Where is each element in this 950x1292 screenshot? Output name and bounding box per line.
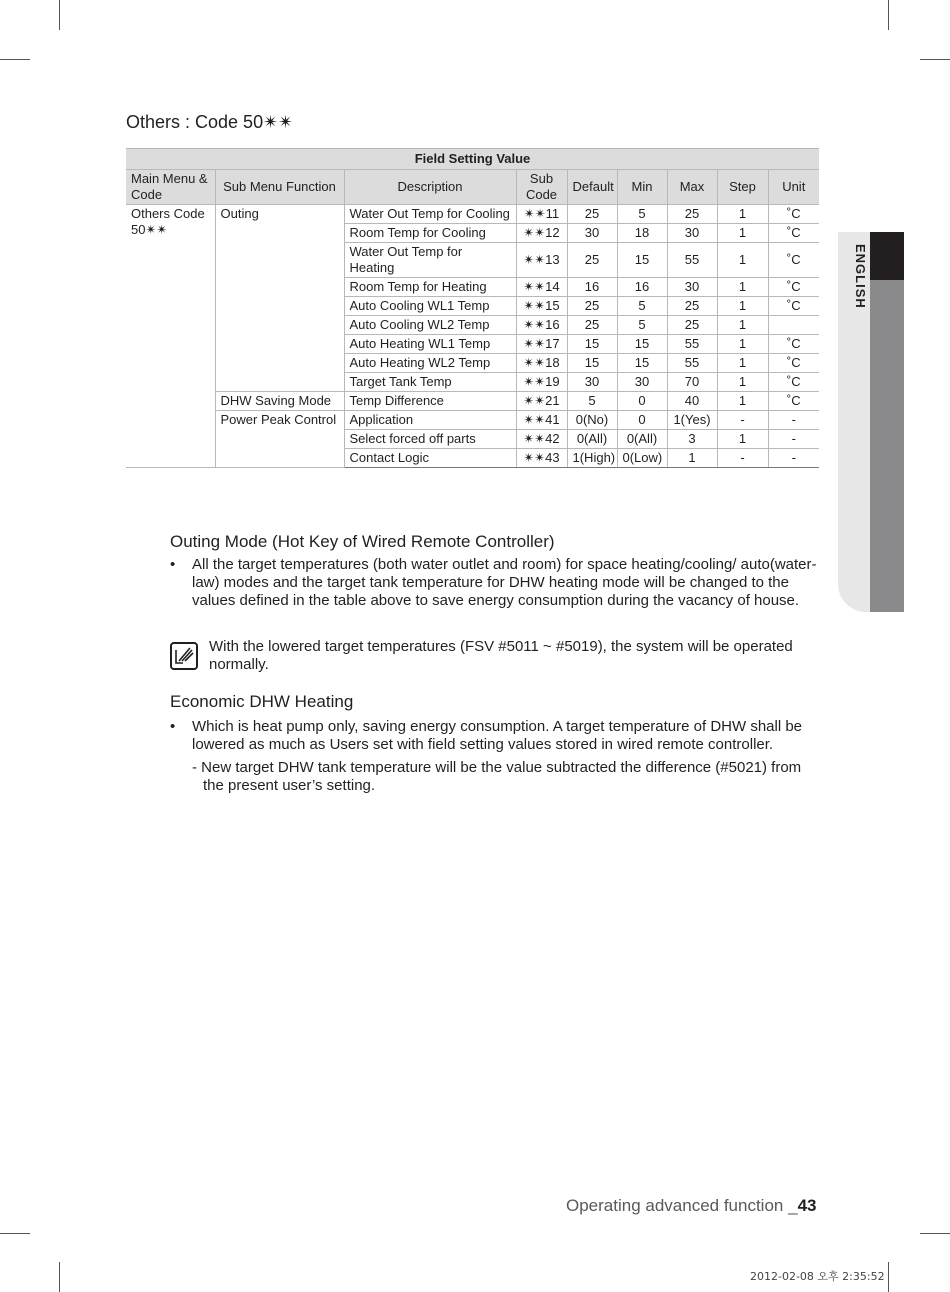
bullet-dot: •: [170, 718, 176, 735]
value-cell: 25: [567, 243, 617, 278]
print-timestamp: 2012-02-08 오후 2:35:52: [750, 1270, 885, 1283]
tab-marker-grey: [870, 280, 904, 612]
value-cell: 1: [717, 297, 768, 316]
crop-mark: [888, 0, 889, 30]
language-side-tab: [838, 232, 904, 612]
crop-mark: [59, 1262, 60, 1292]
sub-menu-cell: Outing: [215, 205, 344, 392]
description-cell: Auto Cooling WL1 Temp: [344, 297, 516, 316]
note-text: With the lowered target temperatures (FSV #5011 ~ #5019), the system will be operated normally.: [209, 638, 793, 673]
value-cell: ˚C: [768, 354, 819, 373]
value-cell: ✴✴18: [516, 354, 567, 373]
value-cell: 16: [617, 278, 667, 297]
value-cell: 0(All): [567, 430, 617, 449]
value-cell: -: [768, 449, 819, 468]
value-cell: 25: [667, 316, 717, 335]
section-title: Others : Code 50✴✴: [126, 112, 294, 132]
value-cell: 1: [717, 316, 768, 335]
description-cell: Auto Heating WL2 Temp: [344, 354, 516, 373]
value-cell: 15: [617, 354, 667, 373]
value-cell: 40: [667, 392, 717, 411]
value-cell: 55: [667, 354, 717, 373]
value-cell: 18: [617, 224, 667, 243]
value-cell: ˚C: [768, 278, 819, 297]
value-cell: ˚C: [768, 373, 819, 392]
note-icon: [170, 642, 198, 670]
value-cell: 25: [667, 205, 717, 224]
value-cell: 0(Low): [617, 449, 667, 468]
value-cell: ˚C: [768, 205, 819, 224]
value-cell: 0(No): [567, 411, 617, 430]
value-cell: 1(High): [567, 449, 617, 468]
table-row: [126, 411, 819, 430]
crop-mark: [888, 1262, 889, 1292]
value-cell: 1: [717, 335, 768, 354]
value-cell: 30: [617, 373, 667, 392]
value-cell: ✴✴13: [516, 243, 567, 278]
value-cell: ✴✴42: [516, 430, 567, 449]
value-cell: 1: [717, 205, 768, 224]
tab-marker-dark: [870, 232, 904, 280]
col-header: Max: [667, 170, 717, 205]
value-cell: 30: [667, 224, 717, 243]
value-cell: 5: [617, 316, 667, 335]
value-cell: 1: [717, 243, 768, 278]
value-cell: ˚C: [768, 243, 819, 278]
value-cell: 70: [667, 373, 717, 392]
value-cell: 0(All): [617, 430, 667, 449]
value-cell: 55: [667, 243, 717, 278]
value-cell: 25: [667, 297, 717, 316]
value-cell: ✴✴15: [516, 297, 567, 316]
value-cell: 25: [567, 316, 617, 335]
description-cell: Select forced off parts: [344, 430, 516, 449]
description-cell: Room Temp for Heating: [344, 278, 516, 297]
col-header: Description: [344, 170, 516, 205]
value-cell: 30: [567, 224, 617, 243]
value-cell: 25: [567, 205, 617, 224]
value-cell: -: [717, 449, 768, 468]
outing-heading: Outing Mode (Hot Key of Wired Remote Controller): [170, 532, 555, 551]
value-cell: ✴✴14: [516, 278, 567, 297]
crop-mark: [920, 1233, 950, 1234]
description-cell: Contact Logic: [344, 449, 516, 468]
sub-menu-cell: DHW Saving Mode: [215, 392, 344, 411]
value-cell: 1: [717, 373, 768, 392]
col-header: Main Menu & Code: [126, 170, 215, 205]
value-cell: 15: [617, 243, 667, 278]
col-header: Unit: [768, 170, 819, 205]
field-setting-table: [126, 148, 819, 468]
col-header: Default: [567, 170, 617, 205]
value-cell: 1: [717, 278, 768, 297]
table-row: [126, 392, 819, 411]
value-cell: -: [717, 411, 768, 430]
value-cell: 1: [717, 392, 768, 411]
main-menu-cell: Others Code 50✴✴: [126, 205, 215, 468]
table-row: [126, 205, 819, 224]
value-cell: -: [768, 411, 819, 430]
value-cell: 25: [567, 297, 617, 316]
value-cell: 5: [617, 205, 667, 224]
table-body: [126, 205, 819, 468]
value-cell: ✴✴17: [516, 335, 567, 354]
value-cell: ✴✴12: [516, 224, 567, 243]
value-cell: 55: [667, 335, 717, 354]
value-cell: [768, 316, 819, 335]
col-header: Sub Menu Function: [215, 170, 344, 205]
economic-bullet-text: Which is heat pump only, saving energy consumption. A target temperature of DHW shall be lowered as much as Users set with field setting values stored in wired remote controller.: [192, 718, 803, 753]
value-cell: ˚C: [768, 297, 819, 316]
table-group-header: Field Setting Value: [126, 149, 819, 170]
economic-subnote: - New target DHW tank temperature will be the value subtracted the difference (#5021) from the present user’s setting.: [192, 759, 802, 794]
value-cell: ✴✴11: [516, 205, 567, 224]
col-header: Step: [717, 170, 768, 205]
value-cell: 0: [617, 392, 667, 411]
value-cell: ✴✴43: [516, 449, 567, 468]
page-footer: [566, 1196, 816, 1216]
value-cell: ✴✴41: [516, 411, 567, 430]
value-cell: 5: [617, 297, 667, 316]
value-cell: 30: [667, 278, 717, 297]
description-cell: Room Temp for Cooling: [344, 224, 516, 243]
footer-text: Operating advanced function _: [566, 1196, 798, 1215]
sub-menu-cell: Power Peak Control: [215, 411, 344, 468]
crop-mark: [920, 59, 950, 60]
value-cell: 5: [567, 392, 617, 411]
description-cell: Water Out Temp for Heating: [344, 243, 516, 278]
outing-bullet-text: All the target temperatures (both water outlet and room) for space heating/cooling/ auto(water-law) modes and the target tank temperature for DHW heating mode will be changed to the values defined in the table above to save energy consumption during the vacancy of house.: [192, 556, 817, 609]
description-cell: Target Tank Temp: [344, 373, 516, 392]
value-cell: 1: [717, 224, 768, 243]
bullet-dot: •: [170, 556, 176, 573]
crop-mark: [0, 1233, 30, 1234]
page-number: 43: [797, 1196, 817, 1215]
description-cell: Auto Heating WL1 Temp: [344, 335, 516, 354]
description-cell: Temp Difference: [344, 392, 516, 411]
value-cell: ✴✴21: [516, 392, 567, 411]
value-cell: 15: [567, 354, 617, 373]
value-cell: 16: [567, 278, 617, 297]
value-cell: 1: [717, 354, 768, 373]
language-label: ENGLISH: [853, 244, 868, 309]
value-cell: ˚C: [768, 392, 819, 411]
value-cell: ˚C: [768, 335, 819, 354]
value-cell: 15: [567, 335, 617, 354]
description-cell: Auto Cooling WL2 Temp: [344, 316, 516, 335]
crop-mark: [59, 0, 60, 30]
value-cell: ✴✴19: [516, 373, 567, 392]
value-cell: ✴✴16: [516, 316, 567, 335]
value-cell: 1: [667, 449, 717, 468]
value-cell: 3: [667, 430, 717, 449]
value-cell: 0: [617, 411, 667, 430]
value-cell: 15: [617, 335, 667, 354]
value-cell: ˚C: [768, 224, 819, 243]
description-cell: Application: [344, 411, 516, 430]
value-cell: 30: [567, 373, 617, 392]
value-cell: 1(Yes): [667, 411, 717, 430]
col-header: Min: [617, 170, 667, 205]
crop-mark: [0, 59, 30, 60]
economic-heading: Economic DHW Heating: [170, 692, 354, 711]
value-cell: -: [768, 430, 819, 449]
value-cell: 1: [717, 430, 768, 449]
col-header: Sub Code: [516, 170, 567, 205]
description-cell: Water Out Temp for Cooling: [344, 205, 516, 224]
